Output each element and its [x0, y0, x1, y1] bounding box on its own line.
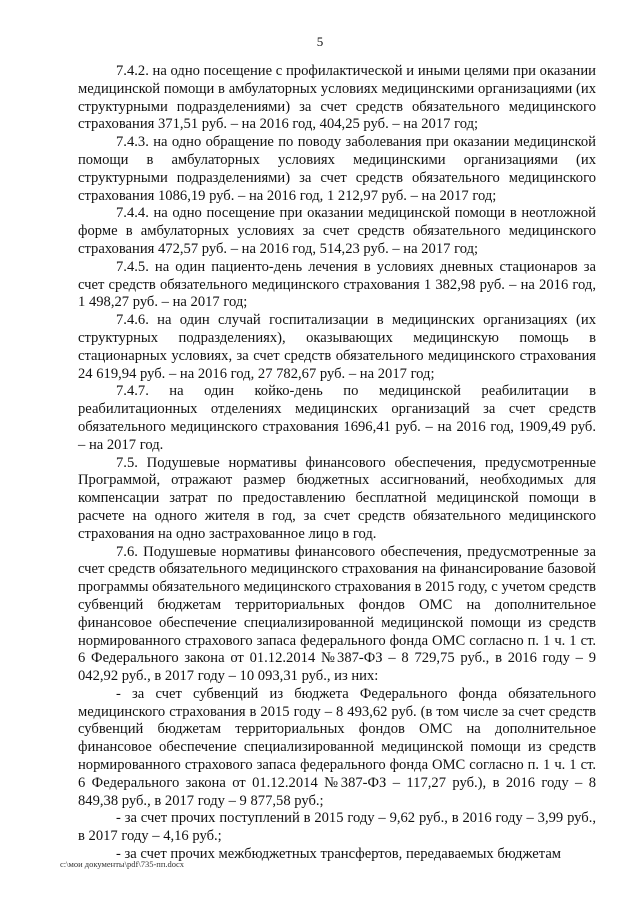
paragraph-7-4-2: 7.4.2. на одно посещение с профилактической и иными целями при оказании медицинской помощи в амбулаторных условиях медицинскими организациями (их структурными подразделениями) за счет средств обязательного медицинского страхования 371,51 руб. – на 2016 год, 404,25 руб. – на 2017 год; [78, 63, 596, 133]
paragraph-7-4-7: 7.4.7. на один койко-день по медицинской реабилитации в реабилитационных отделениях медицинских организаций за счет средств обязательного медицинского страхования 1696,41 руб. – на 2016 год, 1909,49 руб. – на 2017 год. [78, 383, 596, 453]
paragraph-7-4-3: 7.4.3. на одно обращение по поводу заболевания при оказании медицинской помощи в амбулаторных условиях медицинскими организациями (их структурными подразделениями) за счет средств обязательного медицинского страхования 1086,19 руб. – на 2016 год, 1 212,97 руб. – на 2017 год; [78, 134, 596, 204]
footer-file-path: c:\мои документы\pdf\735-пп.docx [60, 859, 185, 869]
document-body [78, 63, 596, 864]
paragraph-7-5: 7.5. Подушевые нормативы финансового обеспечения, предусмотренные Программой, отражают размер бюджетных ассигнований, необходимых для компенсации затрат по предоставлению бесплатной медицинской помощи в расчете на одного жителя в год, за счет средств обязательного медицинского страхования на одно застрахованное лицо в год. [78, 454, 596, 542]
page-number: 5 [316, 34, 324, 49]
list-item-interbudget-transfers: - за счет прочих межбюджетных трансфертов, передаваемых бюджетам [116, 846, 562, 863]
list-item-other-income: - за счет прочих поступлений в 2015 году – 9,62 руб., в 2016 году – 3,99 руб., в 2017 году – 4,16 руб.; [78, 810, 596, 845]
paragraph-7-6: 7.6. Подушевые нормативы финансового обеспечения, предусмотренные за счет средств обязательного медицинского страхования на финансирование базовой программы обязательного медицинского страхования в 2015 году, с учетом средств субвенций бюджетам территориальных фондов ОМС на дополнительное финансовое обеспечение специализированной медицинской помощи из средств нормированного страхового запаса федерального фонда ОМС согласно п. 1 ч. 1 ст. 6 Федерального закона от 01.12.2014 №387-ФЗ – 8 729,75 руб., в 2016 году – 9 042,92 руб., в 2017 году – 10 093,31 руб., из них: [78, 543, 596, 685]
paragraph-7-4-5: 7.4.5. на один пациенто-день лечения в условиях дневных стационаров за счет средств обязательного медицинского страхования 1 382,98 руб. – на 2016 год, 1 498,27 руб. – на 2017 год; [78, 258, 596, 311]
list-item-subventions: - за счет субвенций из бюджета Федерального фонда обязательного медицинского страхования в 2015 году – 8 493,62 руб. (в том числе за счет средств субвенций бюджетам территориальных фондов ОМС на дополнительное финансовое обеспечение специализированной медицинской помощи из средств нормированного страхового запаса федерального фонда ОМС согласно п. 1 ч. 1 ст. 6 Федерального закона от 01.12.2014 №387-ФЗ – 117,27 руб.), в 2016 году – 8 849,38 руб., в 2017 году – 9 877,58 руб.; [78, 685, 596, 809]
paragraph-7-4-4: 7.4.4. на одно посещение при оказании медицинской помощи в неотложной форме в амбулаторных условиях за счет средств обязательного медицинского страхования 472,57 руб. – на 2016 год, 514,23 руб. – на 2017 год; [78, 205, 596, 257]
paragraph-7-4-6: 7.4.6. на один случай госпитализации в медицинских организациях (их структурных подразделениях), оказывающих медицинскую помощь в стационарных условиях, за счет средств обязательного медицинского страхования 24 619,94 руб. – на 2016 год, 27 782,67 руб. – на 2017 год; [78, 312, 596, 382]
